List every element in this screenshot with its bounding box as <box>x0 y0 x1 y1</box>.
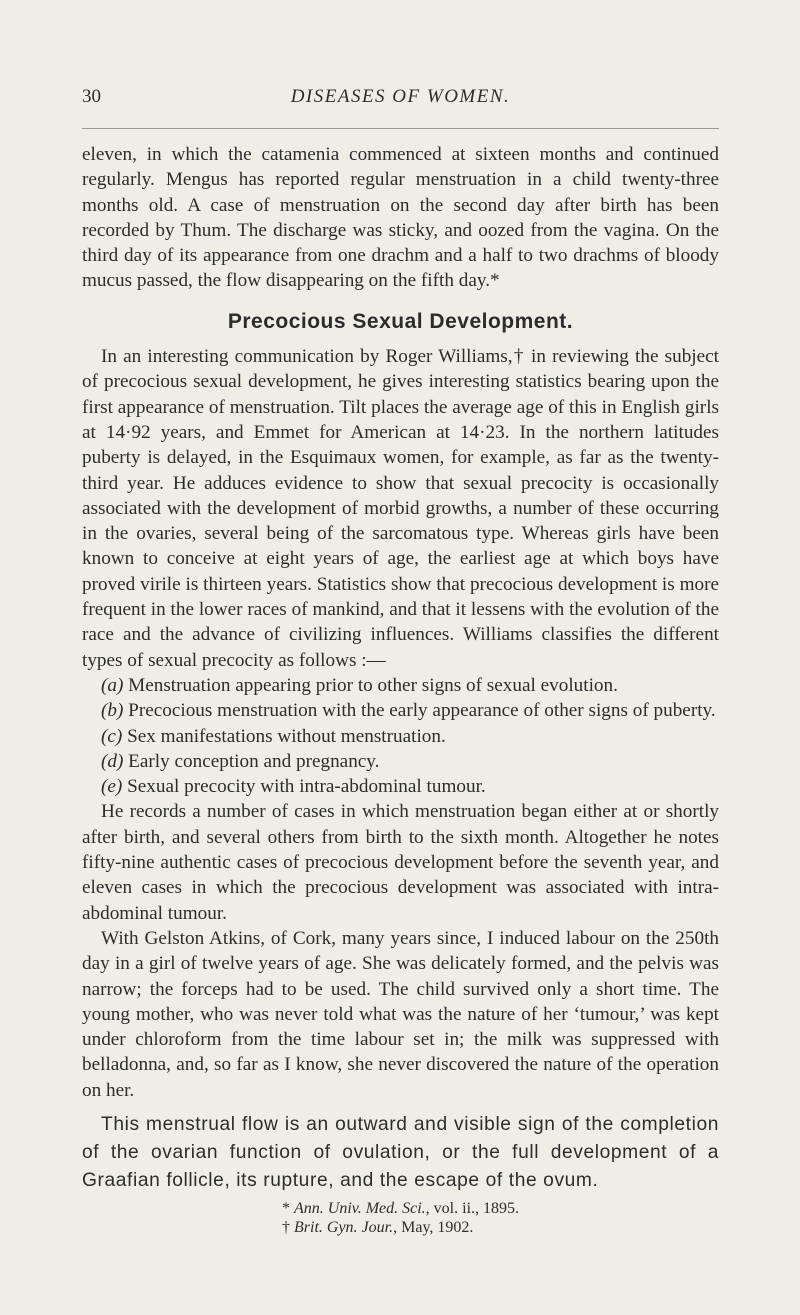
paragraph-atkins: With Gelston Atkins, of Cork, many years since, I induced labour on the 250th day in a girl of twelve years of age. She was delicately formed, and the pelvis was narrow; the forceps had to be used. The child survived only a short time. The young mother, who was never told what was the nature of her ‘tumour,’ was kept under chloroform from the time labour set in; the milk was suppressed with belladonna, and, so far as I know, she never discovered the nature of the operation on her. <box>82 927 719 1101</box>
list-item-text: Sexual precocity with intra-abdominal tumour. <box>127 776 486 798</box>
list-item-label: (e) <box>101 776 123 798</box>
footnote-source: Ann. Univ. Med. Sci. <box>294 1199 426 1217</box>
page-header <box>82 86 719 116</box>
paragraph-records: He records a number of cases in which menstruation began either at or shortly after birth, and several others from birth to the sixth month. Altogether he notes fifty-nine authentic cases of precocious development before the seventh year, and eleven cases in which the precocious development was associated with intra-abdominal tumour. <box>82 801 719 924</box>
paragraph-williams: In an interesting communication by Roger Williams,† in reviewing the subject of precocious sexual development, he gives interesting statistics bearing upon the first appearance of menstruation. Tilt places the average age of this in English girls at 14·92 years, and Emmet for American at 14·23. In the northern latitudes puberty is delayed, in the Esquimaux women, for example, as far as the twenty-third year. He adduces evidence to show that sexual precocity is occasionally associated with the development of morbid growths, a number of these occurring in the ovaries, several being of the sarcomatous type. Whereas girls have been known to conceive at eight years of age, the earliest age at which boys have proved virile is thirteen years. Statistics show that precocious development is more frequent in the lower races of mankind, and that it lessens with the evolution of the race and the advance of civilizing influences. Williams classifies the different types of sexual precocity as follows :— <box>82 346 719 671</box>
footnote-detail: , May, 1902. <box>393 1218 474 1236</box>
list-item-text: Menstruation appearing prior to other signs of sexual evolution. <box>128 674 618 696</box>
list-item-label: (a) <box>101 674 124 696</box>
footnote-mark: † <box>282 1218 290 1236</box>
list-item <box>82 749 719 774</box>
page-body <box>82 142 719 1237</box>
footnote <box>82 1218 719 1237</box>
section-heading: Precocious Sexual Development. <box>227 309 574 333</box>
summary-paragraph: This menstrual flow is an outward and visible sign of the completion of the ovarian function of ovulation, or the full development of a Graafian follicle, its rupture, and the escape of the ovum. <box>82 1113 719 1191</box>
footnotes <box>82 1199 719 1237</box>
running-title: DISEASES OF WOMEN. <box>290 86 511 107</box>
list-item-label: (b) <box>101 700 124 722</box>
list-item-text: Sex manifestations without menstruation. <box>127 725 446 747</box>
list-item <box>82 724 719 749</box>
footnote-mark: * <box>282 1199 290 1217</box>
list-item-text: Precocious menstruation with the early appearance of other signs of puberty. <box>128 700 716 722</box>
paragraph-continuation: eleven, in which the catamenia commenced at sixteen months and continued regularly. Mengus has reported regular menstruation in a child twenty-three months old. A case of menstruation on the second day after birth has been recorded by Thum. The discharge was sticky, and oozed from the vagina. On the third day of its appearance from one drachm and a half to two drachms of bloody mucus passed, the flow disappearing on the fifth day.* <box>82 144 719 292</box>
list-item <box>82 673 719 698</box>
page-number: 30 <box>82 86 101 107</box>
list-item-text: Early conception and pregnancy. <box>128 750 380 772</box>
footnote-source: Brit. Gyn. Jour. <box>294 1218 394 1236</box>
list-item <box>82 774 719 799</box>
header-rule <box>82 128 719 129</box>
footnote-detail: , vol. ii., 1895. <box>425 1199 520 1217</box>
list-item-label: (d) <box>101 750 124 772</box>
list-item-label: (c) <box>101 725 123 747</box>
footnote <box>82 1199 719 1218</box>
list-item <box>82 698 719 723</box>
